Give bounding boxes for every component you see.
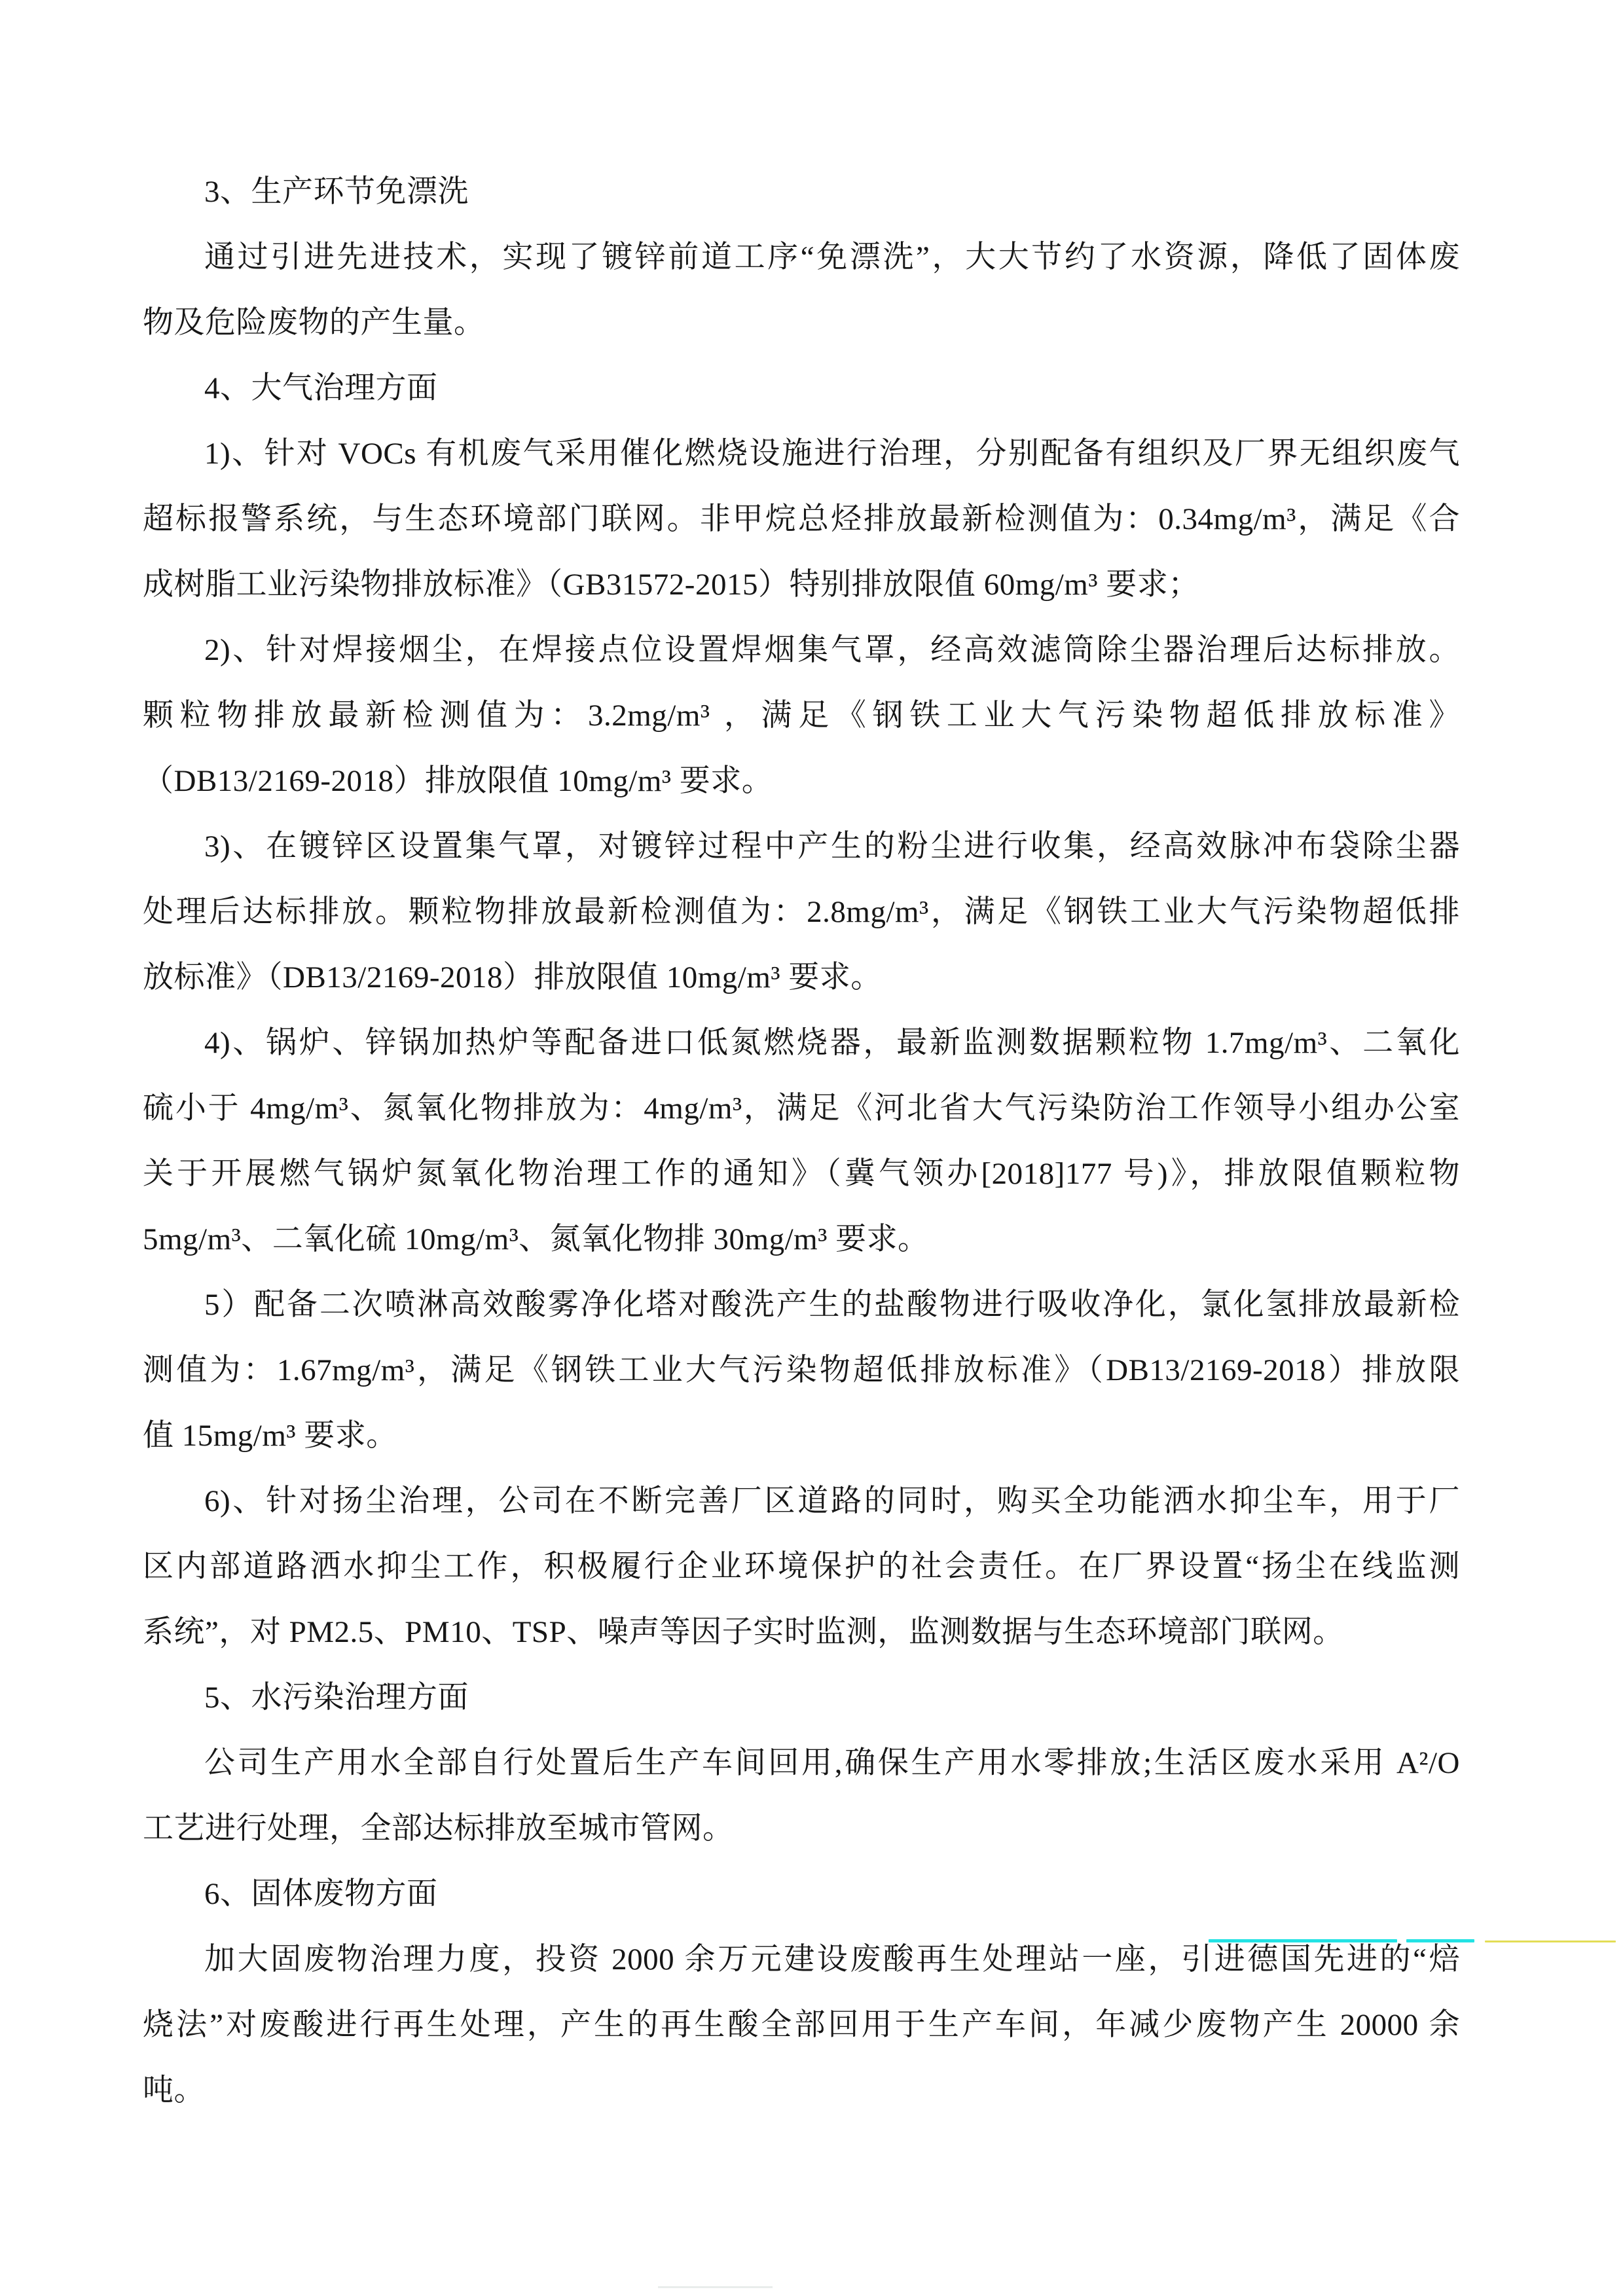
text-line: 6)、针对扬尘治理，公司在不断完善厂区道路的同时，购买全功能洒水抑尘车，用于厂 [204,1484,1460,1518]
text-line: 测值为：1.67mg/m³，满足《钢铁工业大气污染物超低排放标准》（DB13/2169-2018）排放限 [143,1353,1460,1387]
text-line: 3、生产环节免漂洗 [204,175,469,209]
text-line: 烧法”对废酸进行再生处理，产生的再生酸全部回用于生产车间，年减少废物产生 20000 余 [143,2008,1460,2042]
text-line: 区内部道路洒水抑尘工作，积极履行企业环境保护的社会责任。在厂界设置“扬尘在线监测 [143,1550,1460,1584]
text-line: 成树脂工业污染物排放标准》（GB31572-2015）特别排放限值 60mg/m³ 要求； [143,568,1199,602]
text-line: 值 15mg/m³ 要求。 [143,1419,397,1453]
text-line: 公司生产用水全部自行处置后生产车间回用,确保生产用水零排放;生活区废水采用 A²/O [204,1746,1460,1780]
text-line: （DB13/2169-2018）排放限值 10mg/m³ 要求。 [143,764,773,798]
text-block [143,159,1460,2123]
text-line: 5）配备二次喷淋高效酸雾净化塔对酸洗产生的盐酸物进行吸收净化，氯化氢排放最新检 [204,1288,1460,1322]
text-line: 物及危险废物的产生量。 [143,306,485,340]
text-line: 放标准》（DB13/2169-2018）排放限值 10mg/m³ 要求。 [143,960,882,994]
text-line: 超标报警系统，与生态环境部门联网。非甲烷总烃排放最新检测值为：0.34mg/m³，满足《合 [143,502,1460,536]
text-line: 6、固体废物方面 [204,1877,438,1911]
scan-artifact [658,2286,773,2288]
text-line: 吨。 [143,2073,205,2107]
text-line: 颗粒物排放最新检测值为：3.2mg/m³ ，满足《钢铁工业大气污染物超低排放标准》 [143,699,1460,733]
text-line: 处理后达标排放。颗粒物排放最新检测值为：2.8mg/m³，满足《钢铁工业大气污染物超低排 [143,895,1460,929]
text-line: 工艺进行处理，全部达标排放至城市管网。 [143,1812,734,1846]
text-line: 关于开展燃气锅炉氮氧化物治理工作的通知》（冀气领办[2018]177 号)》，排放限值颗粒物 [143,1157,1460,1191]
highlighter-mark-cyan-2 [1406,1939,1474,1942]
text-line: 硫小于 4mg/m³、氮氧化物排放为：4mg/m³，满足《河北省大气污染防治工作领导小组办公室 [143,1091,1460,1125]
text-line: 通过引进先进技术，实现了镀锌前道工序“免漂洗”，大大节约了水资源，降低了固体废 [204,240,1460,274]
text-line: 系统”，对 PM2.5、PM10、TSP、噪声等因子实时监测，监测数据与生态环境部门联网。 [143,1615,1344,1649]
text-line: 4、大气治理方面 [204,371,438,405]
highlighter-mark-yellow [1485,1941,1616,1942]
text-line: 4)、锅炉、锌锅加热炉等配备进口低氮燃烧器，最新监测数据颗粒物 1.7mg/m³、二氧化 [204,1026,1460,1060]
text-line: 5、水污染治理方面 [204,1681,469,1715]
text-line: 加大固废物治理力度，投资 2000 余万元建设废酸再生处理站一座，引进德国先进的“焙 [204,1942,1460,1977]
text-line: 3)、在镀锌区设置集气罩，对镀锌过程中产生的粉尘进行收集，经高效脉冲布袋除尘器 [204,829,1460,864]
text-line: 5mg/m³、二氧化硫 10mg/m³、氮氧化物排 30mg/m³ 要求。 [143,1222,929,1256]
text-line: 1)、针对 VOCs 有机废气采用催化燃烧设施进行治理，分别配备有组织及厂界无组织废气 [204,437,1460,471]
highlighter-mark-cyan-1 [1209,1939,1397,1942]
text-line: 2)、针对焊接烟尘，在焊接点位设置焊烟集气罩，经高效滤筒除尘器治理后达标排放。 [204,633,1460,667]
